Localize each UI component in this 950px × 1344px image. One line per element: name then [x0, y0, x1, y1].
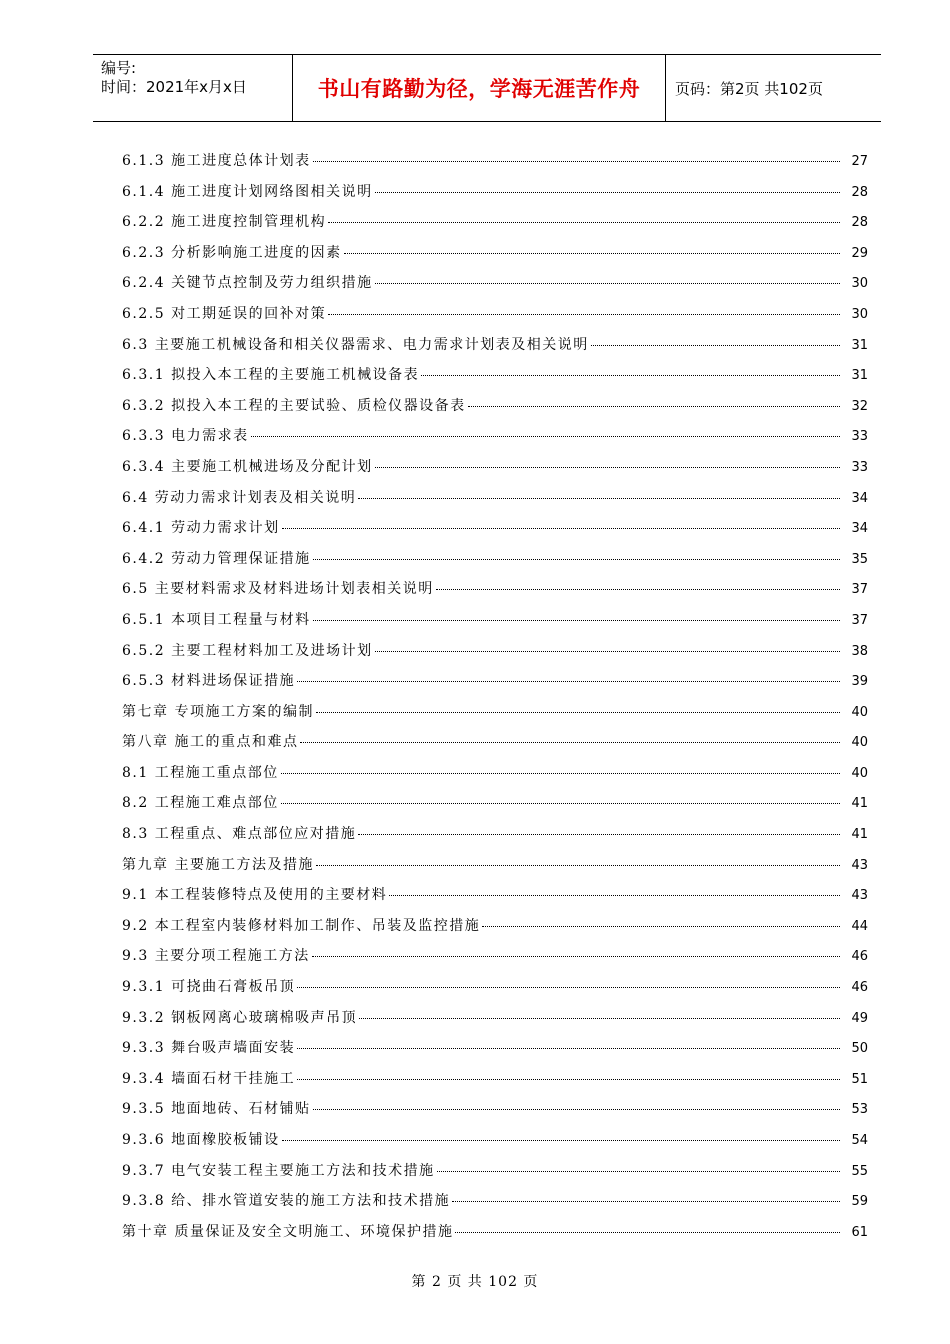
toc-dot-leader [375, 192, 840, 193]
toc-entry[interactable] [122, 731, 868, 762]
toc-entry-page: 32 [851, 398, 868, 414]
toc-entry[interactable] [122, 181, 868, 212]
toc-entry-page: 55 [851, 1163, 868, 1179]
toc-entry-label: 6.3.1 拟投入本工程的主要施工机械设备表 [122, 367, 420, 384]
toc-entry-page: 53 [851, 1102, 868, 1118]
toc-dot-leader [251, 436, 840, 437]
toc-entry-page: 33 [851, 429, 868, 445]
toc-entry[interactable] [122, 211, 868, 242]
toc-entry-label: 6.5.3 材料进场保证措施 [122, 673, 296, 690]
toc-entry[interactable] [122, 1098, 868, 1129]
toc-dot-leader [300, 742, 840, 743]
toc-entry-page: 50 [851, 1041, 868, 1057]
toc-entry-label: 9.3.1 可挠曲石膏板吊顶 [122, 979, 296, 996]
toc-entry-page: 51 [851, 1071, 868, 1087]
toc-entry-page: 37 [851, 612, 868, 628]
toc-entry-page: 46 [851, 980, 868, 996]
toc-dot-leader [437, 1171, 840, 1172]
toc-dot-leader [421, 375, 840, 376]
toc-dot-leader [359, 1018, 840, 1019]
toc-entry-page: 34 [851, 490, 868, 506]
toc-entry-label: 6.1.3 施工进度总体计划表 [122, 153, 311, 169]
toc-entry-page: 46 [851, 949, 868, 965]
toc-dot-leader [297, 681, 840, 682]
toc-entry-label: 6.1.4 施工进度计划网络图相关说明 [122, 183, 373, 200]
toc-dot-leader [297, 1079, 840, 1080]
toc-entry-label: 6.2.4 关键节点控制及劳力组织措施 [122, 275, 373, 292]
toc-dot-leader [591, 345, 840, 346]
toc-entry[interactable] [122, 701, 868, 732]
toc-entry-page: 28 [851, 215, 868, 231]
toc-entry[interactable] [122, 854, 868, 885]
toc-entry-page: 30 [851, 306, 868, 322]
header-motto: 书山有路勤为径，学海无涯苦作舟 [317, 77, 641, 101]
toc-entry[interactable] [122, 1037, 868, 1068]
toc-entry-label: 6.2.3 分析影响施工进度的因素 [122, 244, 342, 261]
toc-entry-label: 6.3 主要施工机械设备和相关仪器需求、电力需求计划表及相关说明 [122, 336, 589, 353]
toc-dot-leader [482, 926, 840, 927]
table-of-contents [122, 150, 868, 1251]
toc-entry-page: 54 [851, 1133, 868, 1148]
toc-entry-label: 第八章 施工的重点和难点 [122, 734, 299, 751]
toc-dot-leader [313, 559, 840, 560]
toc-entry[interactable] [122, 609, 868, 640]
toc-entry[interactable] [122, 823, 868, 854]
toc-dot-leader [313, 161, 840, 162]
header-page-info: 页码：第2页 共102页 [675, 79, 823, 98]
toc-entry-page: 39 [851, 674, 868, 690]
toc-entry-label: 6.4 劳动力需求计划表及相关说明 [122, 489, 357, 506]
toc-entry[interactable] [122, 1190, 868, 1221]
toc-entry-label: 9.3.7 电气安装工程主要施工方法和技术措施 [122, 1162, 435, 1179]
toc-entry[interactable] [122, 1068, 868, 1099]
toc-dot-leader [468, 406, 840, 407]
toc-entry[interactable] [122, 242, 868, 273]
toc-dot-leader [455, 1232, 840, 1233]
toc-dot-leader [375, 283, 840, 284]
header-meta [101, 59, 291, 97]
toc-entry[interactable] [122, 395, 868, 426]
toc-dot-leader [281, 773, 840, 774]
toc-entry-label: 9.2 本工程室内装修材料加工制作、吊装及监控措施 [122, 917, 481, 934]
toc-dot-leader [375, 651, 840, 652]
toc-entry-page: 31 [851, 368, 868, 384]
toc-entry-label: 6.5.1 本项目工程量与材料 [122, 611, 311, 628]
toc-entry-page: 28 [851, 184, 868, 200]
toc-entry-label: 6.3.4 主要施工机械进场及分配计划 [122, 458, 373, 475]
toc-entry-label: 8.2 工程施工难点部位 [122, 795, 279, 812]
toc-entry-page: 40 [851, 735, 868, 751]
document-time: 时间：2021年x月x日 [101, 78, 247, 96]
toc-entry-label: 9.3.5 地面地砖、石材铺贴 [122, 1101, 311, 1118]
toc-dot-leader [358, 834, 840, 835]
toc-entry[interactable] [122, 1221, 868, 1252]
toc-entry[interactable] [122, 487, 868, 518]
toc-entry[interactable] [122, 945, 868, 976]
toc-entry-page: 44 [851, 918, 868, 934]
toc-entry-label: 第九章 主要施工方法及措施 [122, 856, 314, 873]
toc-entry-page: 40 [851, 704, 868, 720]
toc-dot-leader [358, 498, 840, 499]
toc-entry-page: 29 [851, 245, 868, 261]
toc-entry-page: 38 [851, 643, 868, 659]
toc-entry[interactable] [122, 364, 868, 395]
toc-dot-leader [316, 712, 840, 713]
toc-entry-page: 49 [851, 1010, 868, 1026]
toc-entry-label: 6.4.2 劳动力管理保证措施 [122, 550, 311, 567]
toc-entry-page: 37 [851, 582, 868, 598]
toc-entry-label: 6.2.5 对工期延误的回补对策 [122, 305, 327, 322]
toc-dot-leader [297, 1048, 840, 1049]
toc-entry-label: 第十章 质量保证及安全文明施工、环境保护措施 [122, 1223, 454, 1240]
toc-entry-label: 6.3.2 拟投入本工程的主要试验、质检仪器设备表 [122, 397, 466, 414]
toc-dot-leader [389, 895, 840, 896]
toc-entry[interactable] [122, 792, 868, 823]
toc-entry-page: 34 [851, 521, 868, 537]
toc-entry-page: 59 [851, 1194, 868, 1210]
toc-entry-page: 43 [851, 857, 868, 873]
toc-entry-label: 9.3.2 钢板网离心玻璃棉吸声吊顶 [122, 1009, 358, 1026]
toc-entry-label: 9.3.4 墙面石材干挂施工 [122, 1070, 296, 1087]
toc-entry[interactable] [122, 1160, 868, 1191]
toc-entry[interactable] [122, 456, 868, 487]
toc-entry-label: 6.4.1 劳动力需求计划 [122, 520, 280, 537]
toc-entry-page: 40 [851, 765, 868, 781]
toc-entry-page: 27 [851, 154, 868, 169]
toc-dot-leader [375, 467, 840, 468]
toc-dot-leader [344, 253, 840, 254]
toc-entry-page: 35 [851, 551, 868, 567]
toc-entry[interactable] [122, 425, 868, 456]
toc-dot-leader [316, 865, 840, 866]
toc-entry[interactable] [122, 915, 868, 946]
toc-entry[interactable] [122, 303, 868, 334]
toc-entry[interactable] [122, 150, 868, 181]
toc-entry-page: 41 [851, 796, 868, 812]
toc-entry-page: 41 [851, 827, 868, 843]
toc-entry-label: 8.1 工程施工重点部位 [122, 764, 279, 781]
toc-entry-page: 61 [851, 1224, 868, 1240]
page-footer: 第 2 页 共 102 页 [411, 1274, 539, 1290]
toc-entry[interactable] [122, 272, 868, 303]
toc-entry-label: 9.3.8 给、排水管道安装的施工方法和技术措施 [122, 1193, 451, 1210]
toc-dot-leader [313, 620, 840, 621]
toc-entry-label: 9.3 主要分项工程施工方法 [122, 948, 310, 965]
toc-entry-label: 6.5 主要材料需求及材料进场计划表相关说明 [122, 581, 434, 598]
toc-entry[interactable] [122, 548, 868, 579]
toc-dot-leader [312, 956, 840, 957]
header-divider [665, 55, 666, 121]
toc-entry-label: 9.1 本工程装修特点及使用的主要材料 [122, 887, 388, 904]
toc-entry-label: 8.3 工程重点、难点部位应对措施 [122, 826, 357, 843]
toc-entry[interactable] [122, 762, 868, 793]
toc-entry[interactable] [122, 884, 868, 915]
toc-dot-leader [328, 222, 840, 223]
toc-entry[interactable] [122, 517, 868, 548]
toc-entry[interactable] [122, 640, 868, 671]
toc-entry-label: 9.3.6 地面橡胶板铺设 [122, 1132, 280, 1148]
toc-dot-leader [282, 1140, 840, 1141]
toc-entry-label: 6.5.2 主要工程材料加工及进场计划 [122, 642, 373, 659]
page-header [93, 54, 881, 122]
toc-entry-page: 30 [851, 276, 868, 292]
toc-entry[interactable] [122, 334, 868, 365]
toc-dot-leader [297, 987, 840, 988]
toc-dot-leader [452, 1201, 840, 1202]
toc-entry[interactable] [122, 670, 868, 701]
toc-entry[interactable] [122, 1129, 868, 1160]
toc-entry-label: 6.2.2 施工进度控制管理机构 [122, 214, 327, 231]
toc-entry[interactable] [122, 976, 868, 1007]
document-number-label: 编号: [101, 59, 137, 77]
toc-dot-leader [328, 314, 840, 315]
toc-dot-leader [281, 803, 840, 804]
toc-entry-label: 第七章 专项施工方案的编制 [122, 703, 314, 720]
toc-dot-leader [282, 528, 840, 529]
toc-entry[interactable] [122, 1007, 868, 1038]
toc-entry[interactable] [122, 578, 868, 609]
toc-entry-page: 31 [851, 337, 868, 353]
toc-dot-leader [313, 1109, 840, 1110]
toc-entry-label: 6.3.3 电力需求表 [122, 428, 249, 445]
toc-entry-page: 43 [851, 888, 868, 904]
toc-dot-leader [436, 589, 840, 590]
toc-entry-label: 9.3.3 舞台吸声墙面安装 [122, 1040, 296, 1057]
toc-entry-page: 33 [851, 459, 868, 475]
